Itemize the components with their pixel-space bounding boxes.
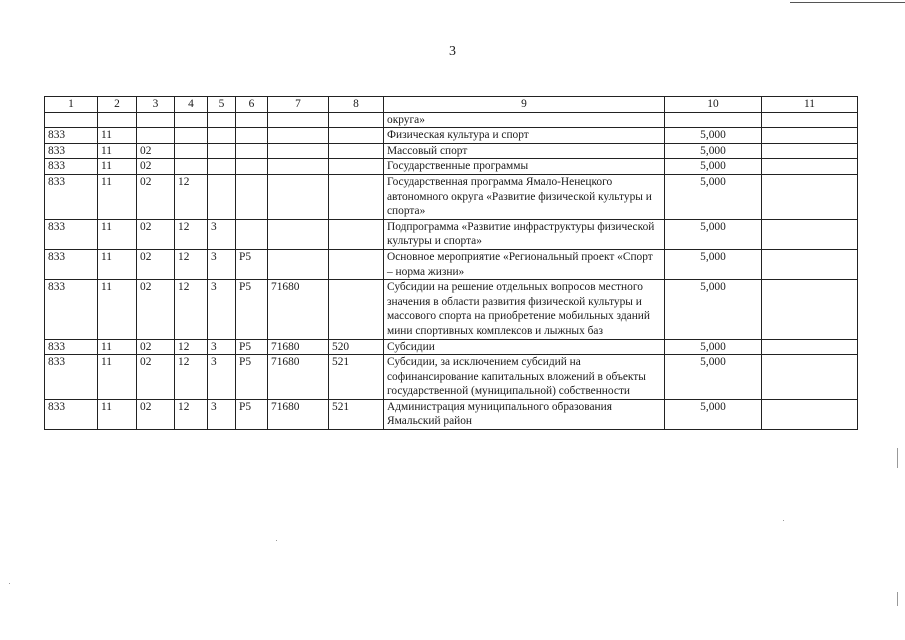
table-row [45,249,858,279]
column-header: 4 [175,97,208,113]
cell-section: 11 [98,219,137,249]
table-header-row [45,97,858,113]
cell-subsection: 02 [137,219,175,249]
cell-section: 11 [98,339,137,355]
cell-program: 12 [175,174,208,219]
cell-subprogram [208,128,236,144]
cell-subsection [137,128,175,144]
table-row [45,159,858,175]
cell-amount: 5,000 [665,174,762,219]
cell-col11 [762,143,858,159]
cell-subsection: 02 [137,249,175,279]
cell-direction: 71680 [268,280,329,339]
column-header: 8 [329,97,384,113]
column-header: 2 [98,97,137,113]
cell-event: P5 [236,399,268,429]
cell-code: 833 [45,219,98,249]
cell-amount: 5,000 [665,143,762,159]
cell-program: 12 [175,399,208,429]
cell-event: P5 [236,339,268,355]
cell-subprogram: 3 [208,219,236,249]
cell-subsection: 02 [137,280,175,339]
cell-subprogram: 3 [208,355,236,400]
column-header: 1 [45,97,98,113]
cell-amount: 5,000 [665,128,762,144]
cell-program [175,159,208,175]
cell-direction: 71680 [268,399,329,429]
cell-code: 833 [45,339,98,355]
cell-expense-type [329,249,384,279]
cell-direction [268,112,329,128]
column-header: 10 [665,97,762,113]
cell-direction [268,219,329,249]
cell-subprogram [208,159,236,175]
cell-subprogram [208,143,236,159]
cell-expense-type [329,128,384,144]
cell-amount: 5,000 [665,399,762,429]
cell-section: 11 [98,355,137,400]
page-number: 3 [449,44,456,59]
cell-code: 833 [45,143,98,159]
cell-subprogram: 3 [208,339,236,355]
cell-subsection: 02 [137,143,175,159]
cell-col11 [762,280,858,339]
cell-code: 833 [45,174,98,219]
table-row [45,280,858,339]
cell-program: 12 [175,339,208,355]
cell-name: Субсидии на решение отдельных вопросов местного значения в области развития физической культуры и массового спорта на приобретение мобильных зданий мини спортивных комплексов и лыжных баз [384,280,665,339]
cell-code: 833 [45,280,98,339]
cell-code: 833 [45,355,98,400]
cell-amount: 5,000 [665,280,762,339]
scan-speck [9,583,10,584]
cell-section: 11 [98,249,137,279]
cell-subprogram: 3 [208,249,236,279]
cell-direction [268,249,329,279]
cell-amount: 5,000 [665,159,762,175]
cell-section: 11 [98,280,137,339]
cell-expense-type [329,174,384,219]
table-row [45,219,858,249]
cell-program: 12 [175,355,208,400]
scan-speck [897,592,898,606]
table-body [45,112,858,429]
cell-expense-type [329,280,384,339]
column-header: 11 [762,97,858,113]
budget-table [44,96,858,430]
cell-col11 [762,339,858,355]
cell-expense-type [329,219,384,249]
cell-subprogram: 3 [208,280,236,339]
column-header: 7 [268,97,329,113]
cell-name: Массовый спорт [384,143,665,159]
table-row [45,128,858,144]
cell-section: 11 [98,159,137,175]
cell-amount: 5,000 [665,219,762,249]
cell-subsection: 02 [137,355,175,400]
cell-code: 833 [45,159,98,175]
table-row [45,112,858,128]
cell-col11 [762,174,858,219]
cell-expense-type [329,143,384,159]
column-header: 3 [137,97,175,113]
cell-expense-type: 520 [329,339,384,355]
top-edge-rule [790,2,905,3]
cell-event [236,128,268,144]
column-header: 5 [208,97,236,113]
cell-name: Подпрограмма «Развитие инфраструктуры физической культуры и спорта» [384,219,665,249]
cell-subprogram: 3 [208,399,236,429]
table-row [45,143,858,159]
column-header: 9 [384,97,665,113]
cell-program: 12 [175,280,208,339]
cell-event: P5 [236,249,268,279]
cell-subprogram [208,112,236,128]
cell-code [45,112,98,128]
cell-col11 [762,128,858,144]
cell-subsection: 02 [137,159,175,175]
cell-subprogram [208,174,236,219]
cell-event [236,112,268,128]
table-row [45,174,858,219]
cell-col11 [762,249,858,279]
cell-event: P5 [236,280,268,339]
cell-event [236,174,268,219]
table-row [45,355,858,400]
cell-code: 833 [45,249,98,279]
cell-event: P5 [236,355,268,400]
cell-name: Физическая культура и спорт [384,128,665,144]
table-row [45,339,858,355]
cell-col11 [762,399,858,429]
scan-speck [276,540,277,541]
cell-col11 [762,112,858,128]
cell-section [98,112,137,128]
cell-code: 833 [45,128,98,144]
cell-col11 [762,159,858,175]
cell-program [175,143,208,159]
cell-section: 11 [98,399,137,429]
cell-direction: 71680 [268,339,329,355]
cell-direction [268,128,329,144]
cell-event [236,159,268,175]
cell-direction [268,174,329,219]
cell-event [236,219,268,249]
cell-section: 11 [98,143,137,159]
cell-expense-type: 521 [329,399,384,429]
cell-expense-type [329,159,384,175]
cell-section: 11 [98,174,137,219]
cell-name: округа» [384,112,665,128]
cell-section: 11 [98,128,137,144]
cell-subsection: 02 [137,399,175,429]
scan-speck [783,520,784,521]
cell-col11 [762,219,858,249]
column-header: 6 [236,97,268,113]
cell-code: 833 [45,399,98,429]
cell-name: Государственная программа Ямало-Ненецкого автономного округа «Развитие физической культуры и спорта» [384,174,665,219]
cell-program [175,112,208,128]
cell-direction [268,159,329,175]
cell-name: Основное мероприятие «Региональный проект «Спорт – норма жизни» [384,249,665,279]
cell-direction [268,143,329,159]
cell-program [175,128,208,144]
cell-direction: 71680 [268,355,329,400]
cell-event [236,143,268,159]
cell-col11 [762,355,858,400]
cell-program: 12 [175,219,208,249]
cell-subsection: 02 [137,339,175,355]
cell-subsection [137,112,175,128]
cell-amount: 5,000 [665,249,762,279]
cell-name: Администрация муниципального образования Ямальский район [384,399,665,429]
cell-amount: 5,000 [665,339,762,355]
table-row [45,399,858,429]
cell-expense-type: 521 [329,355,384,400]
cell-amount [665,112,762,128]
cell-name: Субсидии, за исключением субсидий на софинансирование капитальных вложений в объекты государственной (муниципальной) собственности [384,355,665,400]
cell-name: Государственные программы [384,159,665,175]
cell-expense-type [329,112,384,128]
cell-amount: 5,000 [665,355,762,400]
cell-name: Субсидии [384,339,665,355]
cell-program: 12 [175,249,208,279]
scan-speck [897,448,898,468]
cell-subsection: 02 [137,174,175,219]
